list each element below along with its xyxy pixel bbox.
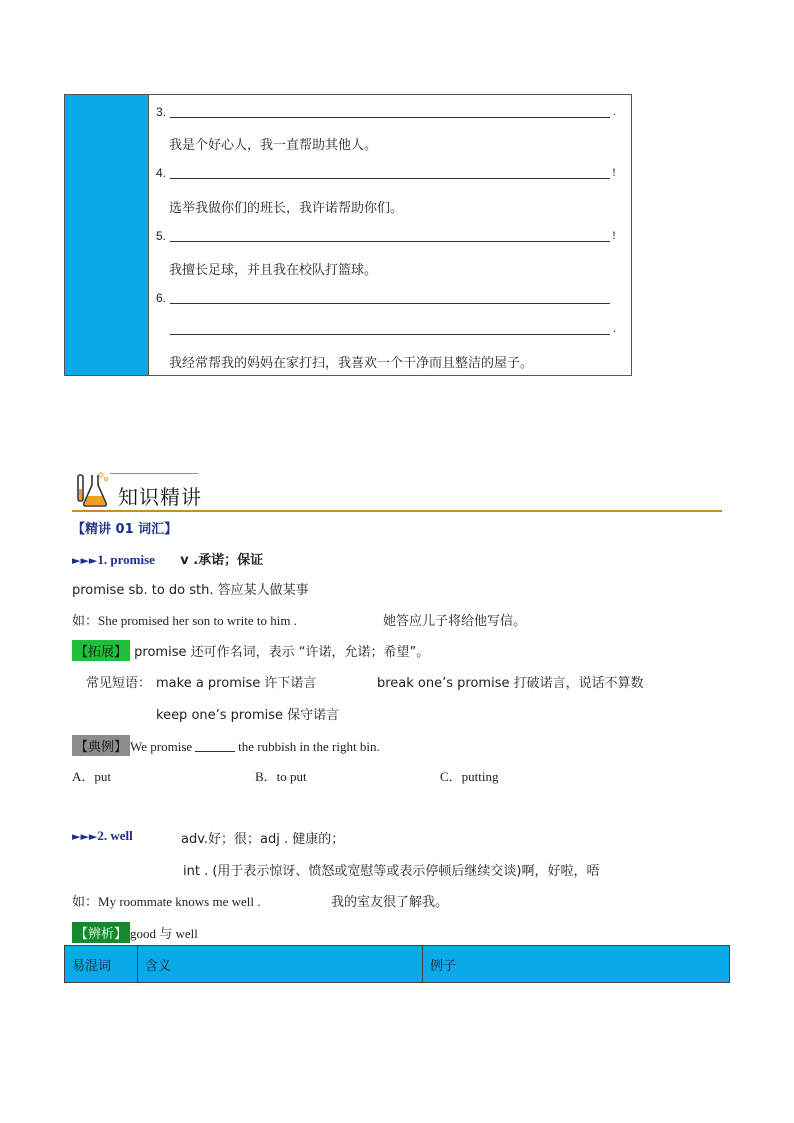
entry-2-pos: adv.好；很；adj . 健康的； xyxy=(181,832,345,847)
example-cn: 她答应儿子将给他写信。 xyxy=(383,614,527,629)
table-header-cell: 例子 xyxy=(430,959,457,974)
diff-tag: 【辨析】 xyxy=(72,922,130,943)
table-header-cell: 易混词 xyxy=(65,946,138,982)
quiz-before: We promise xyxy=(130,739,193,754)
extension-text: promise 还可作名词，表示 “许诺，允诺；希望”。 xyxy=(130,645,430,660)
exercise-end-punct: . xyxy=(613,321,616,335)
exercise-side-bar xyxy=(65,95,149,375)
entry-1-extension xyxy=(72,640,429,661)
exercise-line-5[interactable] xyxy=(156,227,616,245)
exercise-prompt-cn: 我是个好心人，我一直帮助其他人。 xyxy=(169,138,378,153)
example-en: My roommate knows me well . xyxy=(98,894,261,909)
option-c[interactable]: C．putting xyxy=(440,769,499,784)
entry-1-quiz xyxy=(72,735,380,756)
option-a[interactable]: A．put xyxy=(72,769,112,784)
answer-blank[interactable] xyxy=(170,178,610,179)
exercise-number: 5. xyxy=(156,229,167,243)
entry-2-diff xyxy=(72,922,198,943)
entry-2-example xyxy=(72,891,261,910)
lab-flask-icon xyxy=(72,471,112,509)
entry-word: 2. well xyxy=(97,828,133,843)
exercise-number: 4. xyxy=(156,166,167,180)
triple-arrow-icon: ►►► xyxy=(72,554,98,567)
comparison-table-header xyxy=(64,945,730,983)
exercise-line-6[interactable] xyxy=(156,289,616,307)
entry-1-example xyxy=(72,610,297,629)
exercise-number: 6. xyxy=(156,291,167,305)
answer-blank[interactable] xyxy=(170,334,610,335)
exercise-end-punct: . xyxy=(613,104,616,118)
phrase-break-promise: break one’s promise 打破诺言，说话不算数 xyxy=(377,676,644,691)
entry-1-header xyxy=(72,549,263,568)
exercise-box xyxy=(64,94,632,376)
exercise-line-3[interactable] xyxy=(156,103,616,121)
phrase-make-promise: make a promise 许下诺言 xyxy=(156,676,317,691)
example-cn: 我的室友很了解我。 xyxy=(331,895,449,910)
section-title: 知识精讲 xyxy=(118,485,202,509)
entry-1-phrase: promise sb. to do sth. 答应某人做某事 xyxy=(72,583,309,598)
exercise-end-punct: ! xyxy=(612,228,616,242)
entry-pos: v .承诺；保证 xyxy=(180,553,264,568)
quiz-after: the rubbish in the right bin. xyxy=(238,739,380,754)
example-label: 如： xyxy=(72,614,99,629)
answer-blank[interactable] xyxy=(170,117,610,118)
answer-blank[interactable] xyxy=(170,303,610,304)
extension-tag: 【拓展】 xyxy=(72,640,130,661)
example-label: 如： xyxy=(72,895,99,910)
exercise-body xyxy=(149,95,631,375)
entry-2-pos-int: int . (用于表示惊讶、愤怒或宽慰等或表示停顿后继续交谈)啊，好啦，唔 xyxy=(183,864,600,879)
answer-blank[interactable] xyxy=(170,241,610,242)
quiz-tag: 【典例】 xyxy=(72,735,130,756)
exercise-end-punct: ! xyxy=(612,165,616,179)
phrase-keep-promise: keep one’s promise 保守诺言 xyxy=(156,708,340,723)
section-rule xyxy=(72,510,722,512)
section-top-line xyxy=(110,473,198,474)
quiz-blank[interactable] xyxy=(195,751,235,752)
lecture-subtitle: 【精讲 01 词汇】 xyxy=(72,522,178,537)
triple-arrow-icon: ►►► xyxy=(72,830,98,843)
exercise-line-6-cont[interactable] xyxy=(156,320,616,338)
entry-word: 1. promise xyxy=(97,552,155,567)
option-b[interactable]: B．to put xyxy=(255,769,307,784)
exercise-prompt-cn: 我经常帮我的妈妈在家打扫，我喜欢一个干净而且整洁的屋子。 xyxy=(169,356,534,371)
table-header-cell: 含义 xyxy=(138,946,423,982)
entry-2-header xyxy=(72,828,133,844)
exercise-line-4[interactable] xyxy=(156,164,616,182)
example-en: She promised her son to write to him . xyxy=(98,613,297,628)
exercise-prompt-cn: 选举我做你们的班长，我许诺帮助你们。 xyxy=(169,201,404,216)
exercise-prompt-cn: 我擅长足球，并且我在校队打篮球。 xyxy=(169,263,378,278)
exercise-number: 3. xyxy=(156,105,167,119)
phrases-label: 常见短语： xyxy=(86,676,152,691)
diff-text: good 与 well xyxy=(130,926,198,941)
